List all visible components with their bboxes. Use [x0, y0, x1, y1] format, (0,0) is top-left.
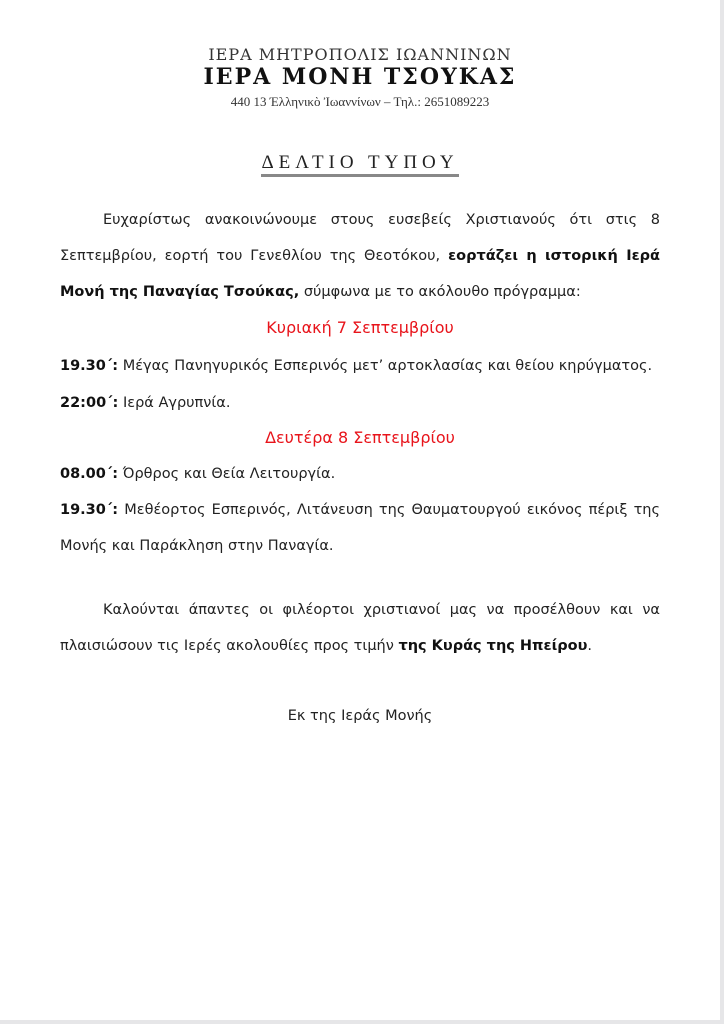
intro-bold: εορτάζει η ιστορική Ιερά: [448, 248, 660, 264]
schedule-text: Όρθρος και Θεία Λειτουργία.: [122, 466, 336, 482]
closing-bold: της Κυράς της Ηπείρου: [398, 638, 588, 654]
document-title: [0, 152, 720, 174]
closing-line-2: [60, 638, 660, 654]
schedule-time: 22:00΄:: [60, 395, 119, 411]
title-text: ΔΕΛΤΙΟ ΤΥΠΟΥ: [261, 152, 458, 177]
closing-period: .: [587, 638, 592, 654]
schedule-text: Ιερά Αγρυπνία.: [122, 395, 231, 411]
schedule-item: [60, 502, 660, 518]
intro-line-2: [60, 248, 660, 264]
schedule-item: [60, 466, 660, 482]
day-heading-sunday: Κυριακή 7 Σεπτεμβρίου: [266, 318, 454, 337]
schedule-item: [60, 358, 660, 374]
address-line: 440 13 Έλληνικὸ Ἰωαννίνων – Τηλ.: 2651089223: [230, 94, 490, 109]
intro-text: Σεπτεμβρίου, εορτή του Γενεθλίου της Θεοτόκου,: [60, 248, 441, 264]
intro-text: σύμφωνα με το ακόλουθο πρόγραμμα:: [303, 284, 581, 300]
day-heading-monday: Δευτέρα 8 Σεπτεμβρίου: [265, 428, 455, 447]
schedule-item: [60, 395, 660, 411]
metropolis-header: ΙΕΡΑ ΜΗΤΡΟΠΟΛΙΣ ΙΩΑΝΝΙΝΩΝ: [208, 45, 512, 64]
schedule-text: Μεθέορτος Εσπερινός, Λιτάνευση της Θαυματουργού εικόνος πέριξ της: [124, 502, 661, 518]
closing-text: πλαισιώσουν τις Ιερές ακολουθίες προς τιμήν: [60, 638, 394, 654]
schedule-time: 08.00΄:: [60, 466, 119, 482]
intro-bold: Μονή της Παναγίας Τσούκας,: [60, 284, 300, 300]
monastery-name: ΙΕΡΑ ΜΟΝΗ ΤΣΟΥΚΑΣ: [203, 64, 517, 90]
schedule-item-continuation: Μονής και Παράκληση στην Παναγία.: [60, 538, 334, 554]
schedule-time: 19.30΄:: [60, 358, 119, 374]
closing-line-1: Καλούνται άπαντες οι φιλέορτοι χριστιανοί μας να προσέλθουν και να: [103, 602, 660, 618]
intro-line-1: Ευχαρίστως ανακοινώνουμε στους ευσεβείς Χριστιανούς ότι στις 8: [103, 212, 660, 228]
schedule-text: Μέγας Πανηγυρικός Εσπερινός μετ’ αρτοκλασίας και θείου κηρύγματος.: [122, 358, 653, 374]
intro-line-3: [60, 284, 660, 300]
signature: Εκ της Ιεράς Μονής: [287, 708, 433, 724]
schedule-time: 19.30΄:: [60, 502, 119, 518]
